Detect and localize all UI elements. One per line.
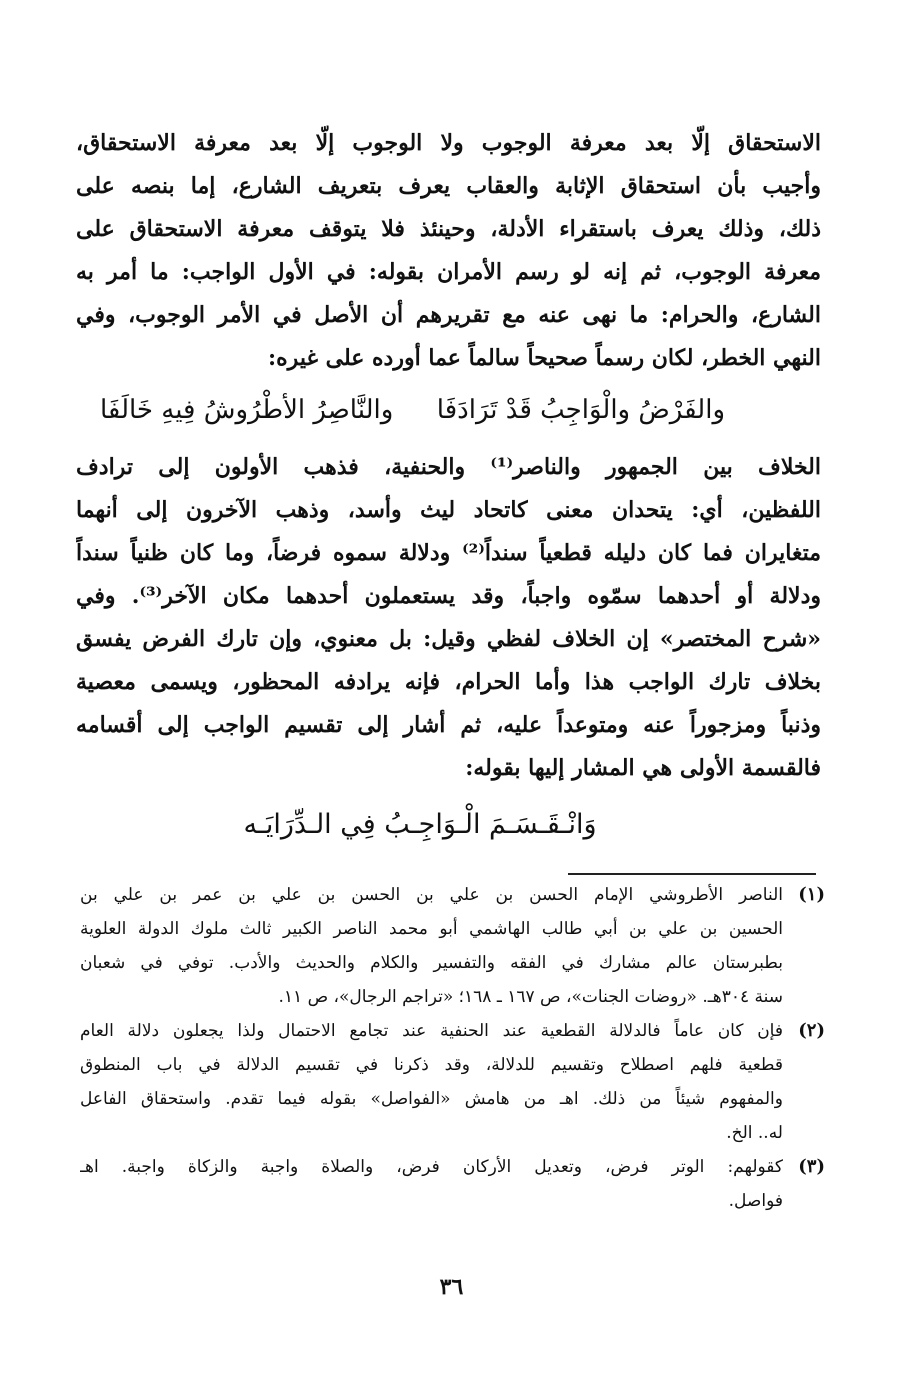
paragraph-1 bbox=[76, 122, 821, 380]
text-line: الخلاف بين الجمهور والناصر⁽¹⁾ والحنفية، فذهب الأولون إلى ترادف bbox=[76, 454, 821, 480]
verse-line-1 bbox=[100, 388, 725, 432]
footnote-line: له.. الخ. bbox=[726, 1123, 783, 1143]
text-line: وذنباً ومزجوراً عنه ومتوعداً عليه، ثم أشار إلى تقسيم الواجب إلى أقسامه bbox=[76, 712, 821, 738]
footnote-number: (٢) bbox=[798, 1020, 825, 1041]
footnote-line: والمفهوم شيئاً من ذلك. اهـ من هامش «الفواصل» بقوله فيما تقدم. واستحقاق الفاعل bbox=[80, 1089, 783, 1109]
page-number: ٣٦ bbox=[439, 1274, 464, 1300]
text-line: معرفة الوجوب، ثم إنه لو رسم الأمران بقوله: في الأول الواجب: ما أمر به bbox=[76, 259, 821, 285]
footnote-1 bbox=[80, 878, 825, 1014]
verse-hemistich-left: والنَّاصِرُ الأطْرُوشُ فِيهِ خَالَفَا bbox=[100, 395, 394, 425]
verse-hemistich-right: والفَرْضُ والْوَاجِبُ قَدْ تَرَادَفَا bbox=[436, 395, 725, 425]
footnote-line: كقولهم: الوتر فرض، وتعديل الأركان فرض، والصلاة واجبة والزكاة واجبة. اهـ bbox=[80, 1157, 783, 1177]
text-line: اللفظين، أي: يتحدان معنى كاتحاد ليث وأسد، وذهب الآخرون إلى أنهما bbox=[76, 497, 821, 523]
text-line: ودلالة أو أحدهما سمّوه واجباً، وقد يستعملون أحدهما مكان الآخر⁽³⁾. وفي bbox=[76, 583, 821, 609]
text-line: بخلاف تارك الواجب هذا وأما الحرام، فإنه يرادفه المحظور، ويسمى معصية bbox=[76, 669, 821, 695]
footnote-line: الحسين بن علي بن أبي طالب الهاشمي أبو محمد الناصر الكبير ثالث ملوك الدولة العلوية bbox=[80, 919, 783, 939]
text-line: الاستحقاق إلّا بعد معرفة الوجوب ولا الوجوب إلّا بعد معرفة الاستحقاق، bbox=[76, 130, 821, 156]
footnote-line: سنة ٣٠٤هـ. «روضات الجنات»، ص ١٦٧ ـ ١٦٨؛ «تراجم الرجال»، ص ١١. bbox=[278, 987, 783, 1007]
footnote-number: (٣) bbox=[798, 1156, 825, 1177]
footnote-line: فواصل. bbox=[728, 1191, 783, 1211]
text-line: ذلك، وذلك يعرف باستقراء الأدلة، وحينئذ فلا يتوقف معرفة الاستحقاق على bbox=[76, 216, 821, 242]
text-line: الشارع، والحرام: ما نهى عنه مع تقريرهم أن الأصل في الأمر الوجوب، وفي bbox=[76, 302, 821, 328]
verse-line-2: وَانْـقَـسَـمَ الْـوَاجِـبُ فِي الـدِّرَايَـه bbox=[243, 809, 597, 840]
footnote-divider bbox=[568, 873, 816, 875]
footnotes bbox=[80, 878, 825, 1218]
text-line: فالقسمة الأولى هي المشار إليها بقوله: bbox=[465, 755, 821, 781]
text-line: متغايران فما كان دليله قطعياً سنداً⁽²⁾ ودلالة سموه فرضاً، وما كان ظنياً سنداً bbox=[76, 540, 821, 566]
text-line: وأجيب بأن استحقاق الإثابة والعقاب يعرف بتعريف الشارع، إما بنصه على bbox=[76, 173, 821, 199]
footnote-3 bbox=[80, 1150, 825, 1218]
paragraph-2 bbox=[76, 446, 821, 790]
footnote-body bbox=[80, 878, 783, 1014]
footnote-number: (١) bbox=[798, 884, 825, 905]
text-line: النهي الخطر، لكان رسماً صحيحاً سالماً عما أورده على غيره: bbox=[268, 345, 821, 371]
footnote-line: بطبرستان عالم مشارك في الفقه والتفسير والكلام والحديث والأدب. توفي في شعبان bbox=[80, 953, 783, 973]
footnote-body bbox=[80, 1150, 783, 1218]
footnote-line: فإن كان عاماً فالدلالة القطعية عند الحنفية عند تجامع الاحتمال ولذا يجعلون دلالة العام bbox=[80, 1021, 783, 1041]
text-line: «شرح المختصر» إن الخلاف لفظي وقيل: بل معنوي، وإن تارك الفرض يفسق bbox=[76, 626, 821, 652]
footnote-2 bbox=[80, 1014, 825, 1150]
footnote-line: قطعية فلهم اصطلاح وتقسيم للدلالة، وقد ذكرنا في تقسيم الدلالة في باب المنطوق bbox=[80, 1055, 783, 1075]
footnote-body bbox=[80, 1014, 783, 1150]
footnote-line: الناصر الأطروشي الإمام الحسن بن علي بن الحسن بن علي بن عمر بن علي بن bbox=[80, 885, 783, 905]
